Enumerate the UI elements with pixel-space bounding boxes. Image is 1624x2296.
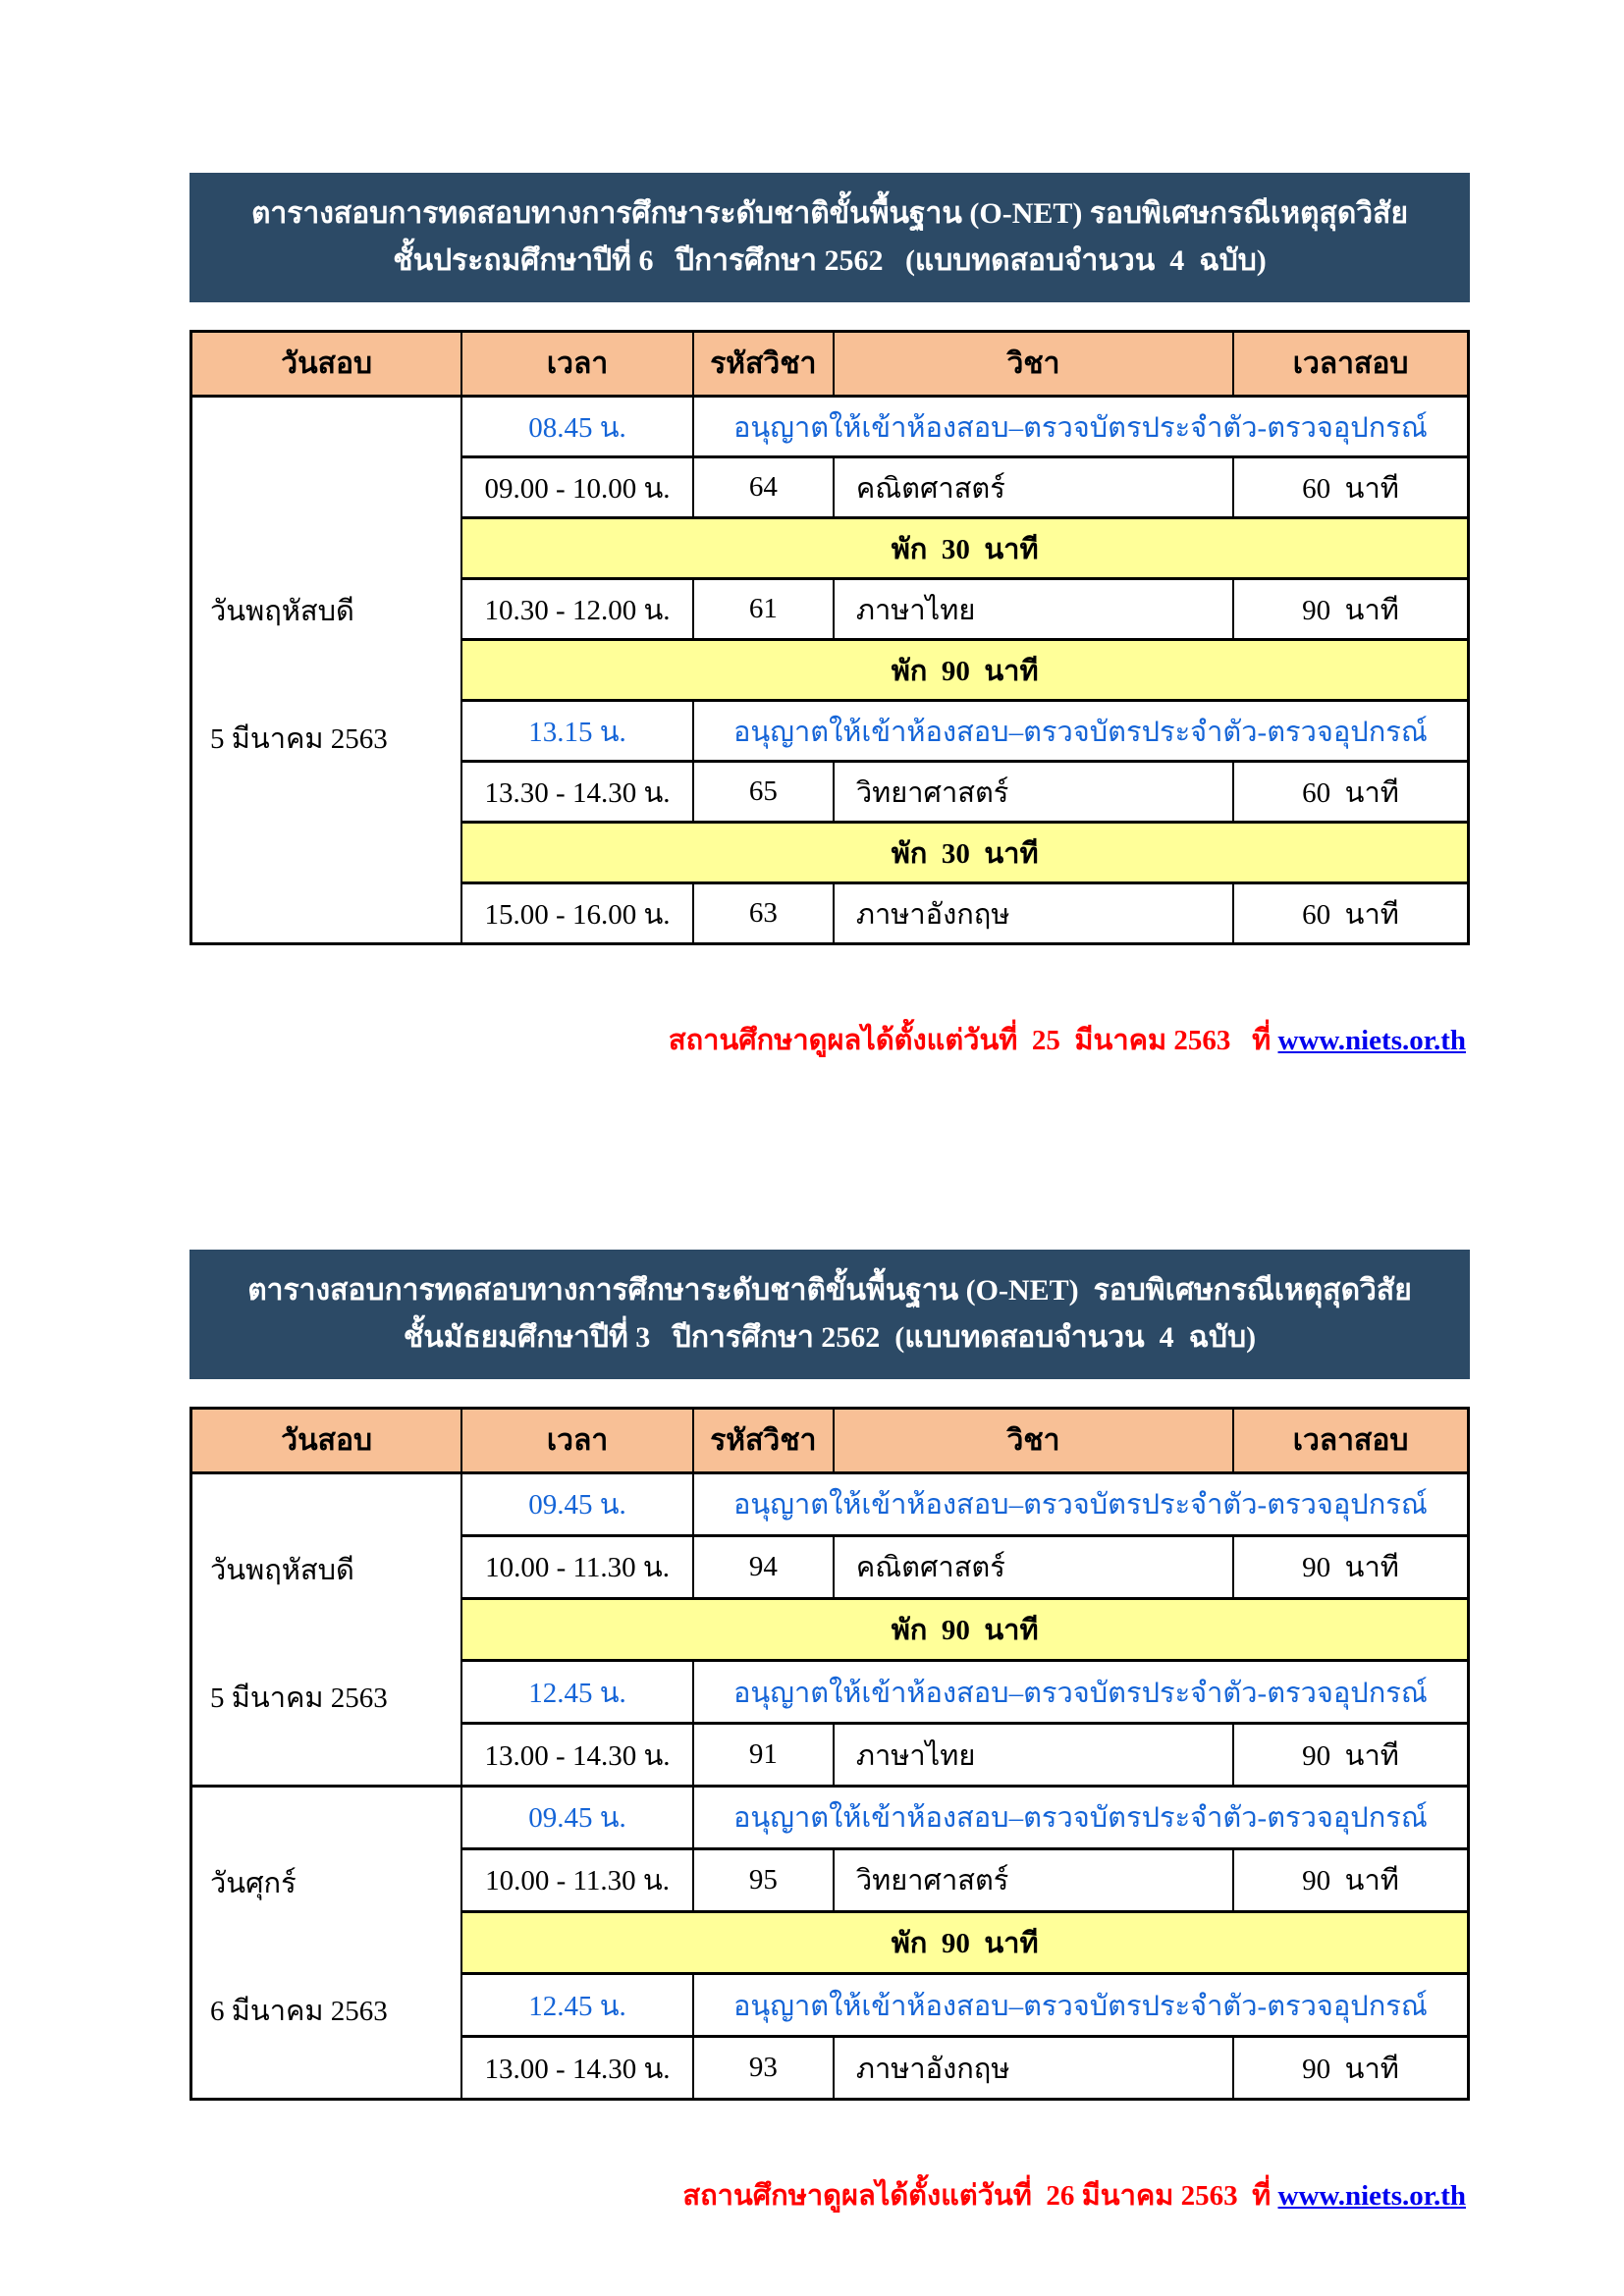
admission-row [191,1473,1469,1536]
subject-code: 95 [693,1848,834,1911]
section1-title-banner [189,173,1470,302]
page-content [189,0,1470,2263]
exam-time: 15.00 - 16.00 น. [461,883,692,944]
subject-name: คณิตศาสตร์ [834,1535,1233,1598]
column-header-exam-day: วันสอบ [191,332,462,397]
admission-row [191,1787,1469,1849]
exam-day-cell [191,397,462,944]
admission-time: 09.45 น. [461,1473,692,1536]
exam-day-cell [191,1473,462,1787]
exam-duration: 90 นาที [1233,1724,1468,1787]
column-header-subject: วิชา [834,332,1233,397]
admission-time: 12.45 น. [461,1974,692,2037]
exam-duration: 60 นาที [1233,883,1468,944]
admission-time: 09.45 น. [461,1787,692,1849]
exam-time: 09.00 - 10.00 น. [461,457,692,518]
exam-day-name: วันพฤหัสบดี [210,1555,354,1586]
result-note-text: สถานศึกษาดูผลได้ตั้งแต่วันที่ 25 มีนาคม 2563 ที่ [668,1025,1278,1056]
column-header-time: เวลา [461,1409,692,1473]
section1-result-note [189,975,1470,1107]
admission-instruction: อนุญาตให้เข้าห้องสอบ–ตรวจบัตรประจำตัว-ตรวจอุปกรณ์ [693,701,1469,762]
subject-code: 65 [693,762,834,823]
break-label: พัก 90 นาที [461,1598,1468,1661]
column-header-exam-duration: เวลาสอบ [1233,1409,1468,1473]
section2-result-note [189,2130,1470,2263]
exam-day-name: วันศุกร์ [210,1868,297,1899]
subject-name: วิทยาศาสตร์ [834,762,1233,823]
exam-day-date: 6 มีนาคม 2563 [210,1996,388,2027]
exam-duration: 60 นาที [1233,762,1468,823]
subject-code: 63 [693,883,834,944]
exam-time: 13.00 - 14.30 น. [461,1724,692,1787]
column-header-subject: วิชา [834,1409,1233,1473]
section2-title-line2: ชั้นมัธยมศึกษาปีที่ 3 ปีการศึกษา 2562 (แบบทดสอบจำนวน 4 ฉบับ) [403,1321,1257,1354]
schedule-table-m3 [189,1407,1470,2101]
section1-title-line2: ชั้นประถมศึกษาปีที่ 6 ปีการศึกษา 2562 (แบบทดสอบจำนวน 4 ฉบับ) [393,244,1267,277]
exam-day-name: วันพฤหัสบดี [210,595,354,627]
table-header-row [191,1409,1469,1473]
section1-title-line1: ตารางสอบการทดสอบทางการศึกษาระดับชาติขั้นพื้นฐาน (O-NET) รอบพิเศษกรณีเหตุสุดวิสัย [250,197,1409,230]
column-header-exam-day: วันสอบ [191,1409,462,1473]
exam-day-date: 5 มีนาคม 2563 [210,722,388,755]
subject-code: 93 [693,2037,834,2100]
exam-duration: 90 นาที [1233,579,1468,640]
admission-instruction: อนุญาตให้เข้าห้องสอบ–ตรวจบัตรประจำตัว-ตรวจอุปกรณ์ [693,1661,1469,1724]
break-label: พัก 30 นาที [461,518,1468,579]
exam-time: 10.00 - 11.30 น. [461,1848,692,1911]
admission-instruction: อนุญาตให้เข้าห้องสอบ–ตรวจบัตรประจำตัว-ตรวจอุปกรณ์ [693,1974,1469,2037]
admission-instruction: อนุญาตให้เข้าห้องสอบ–ตรวจบัตรประจำตัว-ตรวจอุปกรณ์ [693,397,1469,457]
break-label: พัก 30 นาที [461,823,1468,883]
subject-name: ภาษาอังกฤษ [834,883,1233,944]
exam-day-date: 5 มีนาคม 2563 [210,1682,388,1714]
exam-duration: 60 นาที [1233,457,1468,518]
subject-code: 64 [693,457,834,518]
subject-code: 61 [693,579,834,640]
admission-time: 12.45 น. [461,1661,692,1724]
exam-time: 10.30 - 12.00 น. [461,579,692,640]
niets-link[interactable]: www.niets.or.th [1277,1025,1466,1056]
admission-instruction: อนุญาตให้เข้าห้องสอบ–ตรวจบัตรประจำตัว-ตรวจอุปกรณ์ [693,1787,1469,1849]
subject-code: 91 [693,1724,834,1787]
admission-time: 08.45 น. [461,397,692,457]
column-header-subject-code: รหัสวิชา [693,332,834,397]
exam-duration: 90 นาที [1233,1535,1468,1598]
column-header-subject-code: รหัสวิชา [693,1409,834,1473]
exam-day-cell [191,1787,462,2100]
section2-title-line1: ตารางสอบการทดสอบทางการศึกษาระดับชาติขั้นพื้นฐาน (O-NET) รอบพิเศษกรณีเหตุสุดวิสัย [247,1274,1412,1307]
niets-link[interactable]: www.niets.or.th [1277,2180,1466,2212]
exam-duration: 90 นาที [1233,2037,1468,2100]
table-header-row [191,332,1469,397]
column-header-exam-duration: เวลาสอบ [1233,332,1468,397]
schedule-table-p6 [189,330,1470,945]
section2-title-banner [189,1250,1470,1379]
column-header-time: เวลา [461,332,692,397]
subject-name: ภาษาไทย [834,1724,1233,1787]
subject-name: วิทยาศาสตร์ [834,1848,1233,1911]
break-label: พัก 90 นาที [461,1911,1468,1974]
admission-time: 13.15 น. [461,701,692,762]
exam-duration: 90 นาที [1233,1848,1468,1911]
result-note-text: สถานศึกษาดูผลได้ตั้งแต่วันที่ 26 มีนาคม 2563 ที่ [682,2180,1278,2212]
subject-name: คณิตศาสตร์ [834,457,1233,518]
subject-code: 94 [693,1535,834,1598]
break-label: พัก 90 นาที [461,640,1468,701]
exam-time: 13.00 - 14.30 น. [461,2037,692,2100]
exam-time: 10.00 - 11.30 น. [461,1535,692,1598]
subject-name: ภาษาไทย [834,579,1233,640]
exam-time: 13.30 - 14.30 น. [461,762,692,823]
subject-name: ภาษาอังกฤษ [834,2037,1233,2100]
admission-row [191,397,1469,457]
admission-instruction: อนุญาตให้เข้าห้องสอบ–ตรวจบัตรประจำตัว-ตรวจอุปกรณ์ [693,1473,1469,1536]
